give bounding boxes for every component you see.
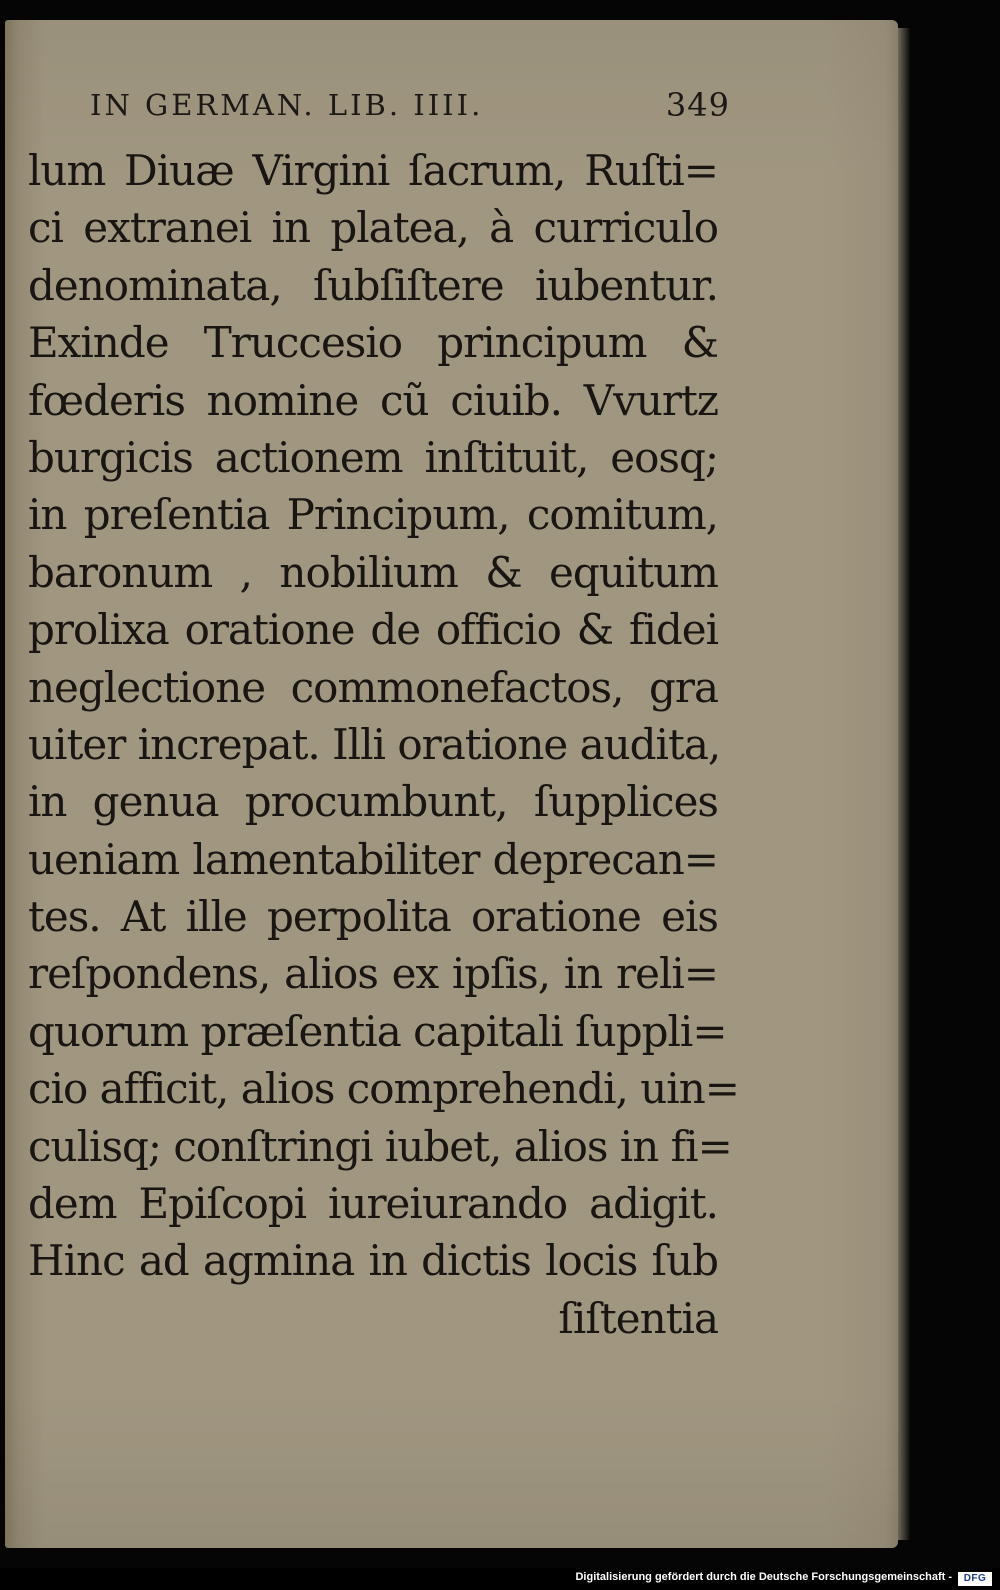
- running-head-title: IN GERMAN. LIB. IIII.: [90, 88, 484, 122]
- text-line: ci extranei in platea, à curriculo: [28, 203, 718, 253]
- text-line: denominata, ſubſiſtere iubentur.: [28, 260, 718, 310]
- text-line: Exinde Truccesio principum &: [28, 318, 718, 368]
- catchword: ſiſtentia: [558, 1293, 718, 1343]
- text-line: baronum , nobilium & equitum: [28, 547, 718, 597]
- text-line: prolixa oratione de officio & fidei: [28, 605, 718, 655]
- text-line: quorum præſentia capitali ſuppli=: [28, 1006, 727, 1056]
- footer-credit: Digitalisierung gefördert durch die Deutsche Forschungsgemeinschaft -: [575, 1571, 952, 1583]
- text-line: reſpondens, alios ex ipſis, in reli=: [28, 949, 718, 999]
- text-line: uiter increpat. Illi oratione audita,: [28, 719, 721, 769]
- running-head: [80, 82, 730, 130]
- page-edge: [898, 28, 910, 1540]
- text-line: dem Epiſcopi iureiurando adigit.: [28, 1179, 718, 1229]
- text-line: Hinc ad agmina in dictis locis ſub: [28, 1236, 718, 1286]
- dfg-logo: DFG: [958, 1572, 992, 1586]
- body-text: [28, 142, 739, 1347]
- text-line: ueniam lamentabiliter deprecan=: [28, 834, 718, 884]
- text-line: lum Diuæ Virgini ſacrum, Ruſti=: [28, 146, 718, 195]
- footer-bar: [0, 1568, 1000, 1590]
- text-line: cio afficit, alios comprehendi, uin=: [28, 1064, 739, 1114]
- text-line: tes. At ille perpolita oratione eis: [28, 892, 718, 942]
- text-line: in preſentia Principum, comitum,: [28, 490, 718, 540]
- text-line: fœderis nomine cũ ciuib. Vvurtz: [28, 375, 718, 425]
- page-number: 349: [665, 86, 730, 124]
- text-line: neglectione commonefactos, gra: [28, 662, 718, 712]
- text-line: culisq; conſtringi iubet, alios in fi=: [28, 1121, 732, 1171]
- text-line: burgicis actionem inſtituit, eosq;: [28, 432, 718, 482]
- text-line: in genua procumbunt, ſupplices: [28, 777, 718, 827]
